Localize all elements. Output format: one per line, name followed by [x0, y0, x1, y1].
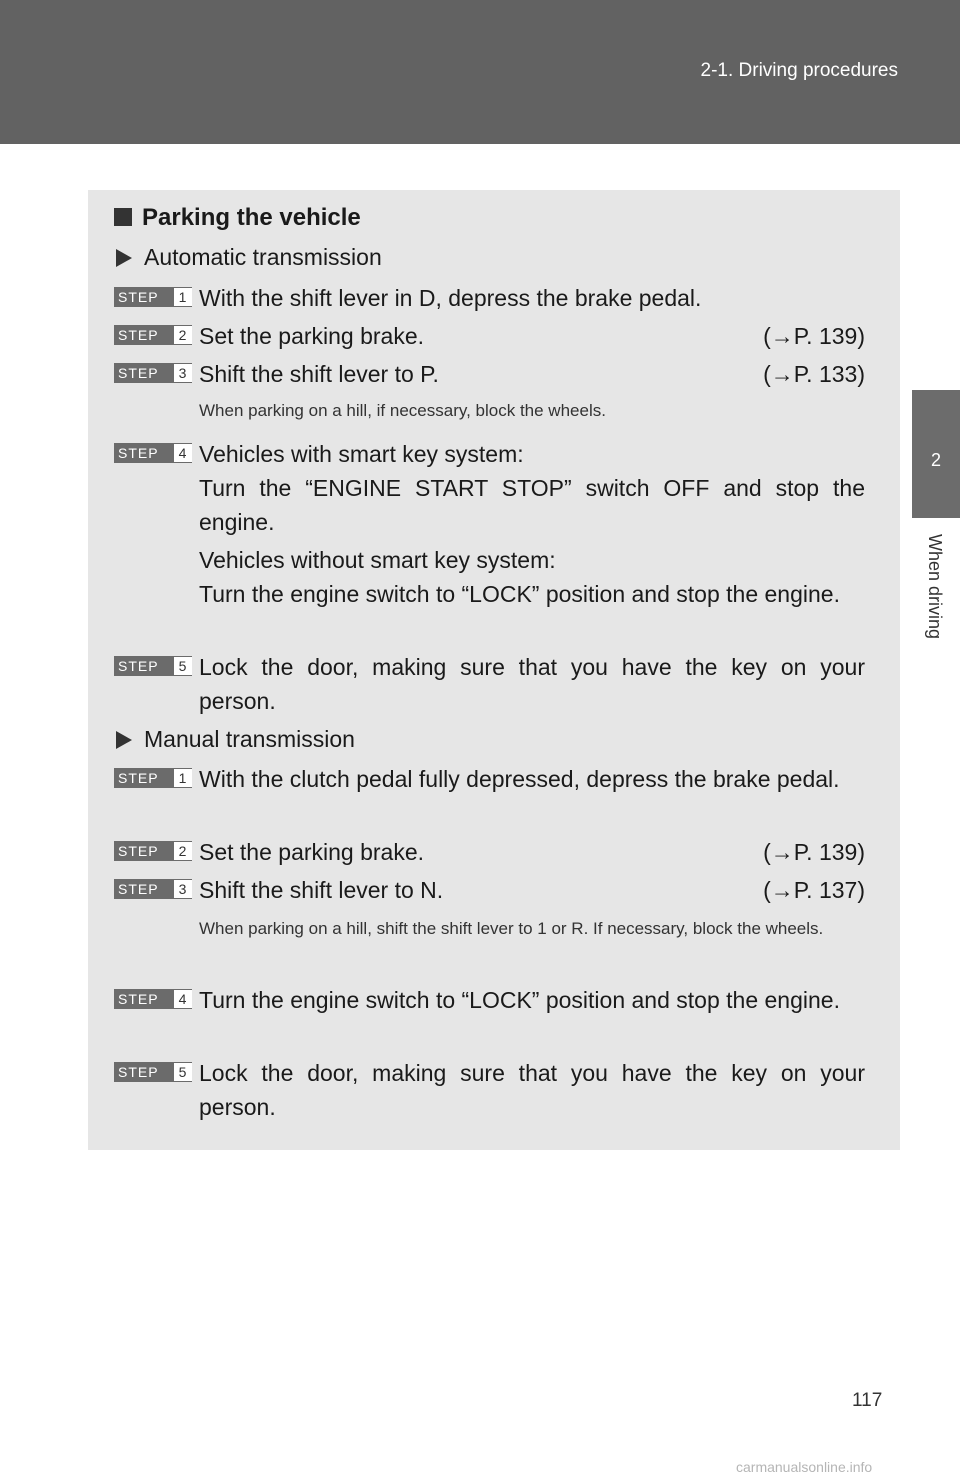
step-text: Lock the door, making sure that you have the key on your person. [199, 1060, 865, 1120]
step-text [199, 319, 865, 353]
square-bullet-icon [114, 208, 132, 226]
step-badge-number: 4 [174, 990, 192, 1008]
manual-heading-text: Manual transmission [144, 726, 355, 752]
step-badge [114, 1062, 192, 1082]
triangle-bullet-icon [116, 249, 132, 267]
step-text-line: Vehicles without smart key system: [199, 547, 556, 573]
step-badge [114, 879, 192, 899]
step-text-line: Turn the engine switch to “LOCK” position and stop the engine. [199, 581, 840, 607]
step-text-line: Vehicles with smart key system: [199, 441, 524, 467]
step-text [199, 835, 865, 869]
step-badge-label: STEP [118, 658, 159, 674]
step-badge-number: 3 [174, 364, 192, 382]
page-reference: (→P. 137) [763, 877, 865, 903]
manual-note: When parking on a hill, shift the shift lever to 1 or R. If necessary, block the wheels. [199, 919, 824, 938]
chapter-tab-label-text: When driving [925, 534, 945, 640]
step-badge-number: 5 [174, 657, 192, 675]
step-text-main: Shift the shift lever to P. [199, 361, 439, 387]
page-reference: (→P. 133) [763, 361, 865, 387]
step-badge-label: STEP [118, 881, 159, 897]
step-badge-label: STEP [118, 770, 159, 786]
watermark: carmanualsonline.info [736, 1459, 873, 1475]
section-title-header: 2-1. Driving procedures [700, 60, 898, 81]
step-badge-number: 5 [174, 1063, 192, 1081]
step-badge [114, 287, 192, 307]
step-badge-number: 2 [174, 842, 192, 860]
step-text-line: Turn the “ENGINE START STOP” switch OFF and stop the engine. [199, 475, 865, 535]
step-text: With the clutch pedal fully depressed, depress the brake pedal. [199, 766, 840, 792]
step-text [199, 357, 865, 391]
page-header [0, 0, 960, 144]
step-text: Turn the engine switch to “LOCK” position and stop the engine. [199, 987, 840, 1013]
page-number: 117 [852, 1390, 883, 1411]
step-badge-number: 1 [174, 288, 192, 306]
step-badge-label: STEP [118, 365, 159, 381]
step-badge-number: 4 [174, 444, 192, 462]
step-badge-label: STEP [118, 843, 159, 859]
step-badge-label: STEP [118, 445, 159, 461]
auto-note: When parking on a hill, if necessary, block the wheels. [199, 401, 606, 420]
step-badge-label: STEP [118, 991, 159, 1007]
automatic-heading-text: Automatic transmission [144, 244, 382, 270]
step-text [199, 437, 865, 611]
step-badge-number: 3 [174, 880, 192, 898]
page-reference: (→P. 139) [763, 839, 865, 865]
step-badge [114, 443, 192, 463]
step-text-main: Set the parking brake. [199, 323, 425, 349]
chapter-tab-label [912, 520, 960, 720]
step-text: Lock the door, making sure that you have the key on your person. [199, 654, 865, 714]
step-badge [114, 325, 192, 345]
step-badge-number: 2 [174, 326, 192, 344]
manual-heading [116, 726, 355, 753]
step-badge-label: STEP [118, 289, 159, 305]
automatic-heading [116, 244, 382, 271]
page-reference: (→P. 139) [763, 323, 865, 349]
section-heading-text: Parking the vehicle [142, 204, 361, 231]
step-badge-label: STEP [118, 1064, 159, 1080]
section-heading [114, 204, 361, 232]
chapter-tab-number: 2 [912, 390, 960, 518]
step-badge-number: 1 [174, 769, 192, 787]
step-text [199, 873, 865, 907]
step-text-main: Set the parking brake. [199, 839, 425, 865]
step-badge [114, 989, 192, 1009]
step-text-main: Shift the shift lever to N. [199, 877, 444, 903]
step-text: With the shift lever in D, depress the brake pedal. [199, 285, 702, 311]
step-badge [114, 363, 192, 383]
step-badge-label: STEP [118, 327, 159, 343]
step-badge [114, 768, 192, 788]
step-badge [114, 656, 192, 676]
step-badge [114, 841, 192, 861]
triangle-bullet-icon [116, 731, 132, 749]
